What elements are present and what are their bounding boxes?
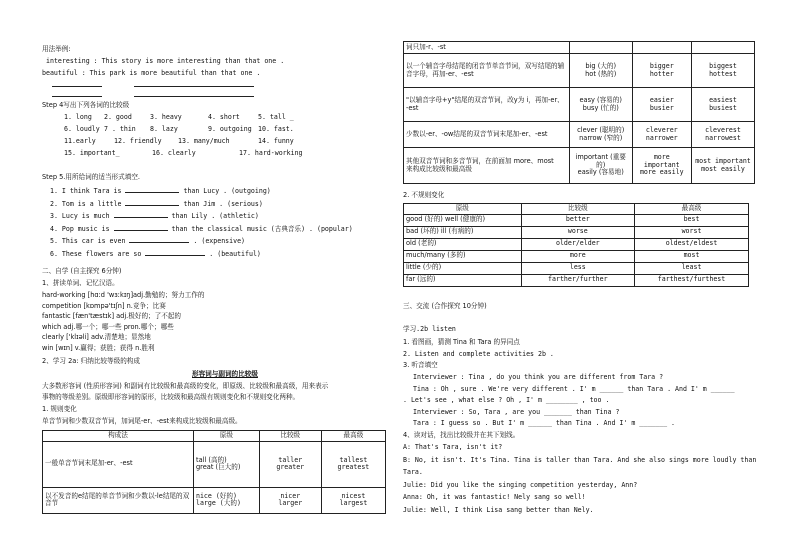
table-cell: more important more easily bbox=[632, 148, 691, 184]
reading-line: Tara. bbox=[403, 468, 423, 476]
table-header: 比较级 bbox=[521, 204, 634, 215]
answer-blank[interactable] bbox=[145, 249, 205, 256]
dialog-line: Interviewer : So, Tara , are you _______ than Tina ? bbox=[413, 407, 620, 416]
answer-blank[interactable] bbox=[114, 211, 168, 218]
step4-word: 13. many/much bbox=[178, 137, 230, 145]
table-cell: least bbox=[635, 262, 749, 274]
table-cell: farthest/furthest bbox=[635, 274, 749, 286]
step4-word: 16. clearly bbox=[152, 149, 196, 157]
table-cell bbox=[632, 42, 691, 54]
step4-word: 3. heavy bbox=[150, 113, 182, 121]
table-cell: easiest busiest bbox=[691, 88, 754, 122]
answer-blank[interactable] bbox=[125, 186, 179, 193]
usage-title: 用法举例: bbox=[42, 45, 71, 53]
table-cell: most bbox=[635, 250, 749, 262]
dialog-line: . Let's see , what else ? Oh , I' m ________ , too . bbox=[403, 396, 610, 404]
dialog-line: Tina : Oh , sure . We're very different . I' m ______ than Tara . And I' m ______ bbox=[413, 384, 735, 393]
step5-stem: 5. This car is even bbox=[50, 237, 126, 245]
vocab-item: competition [kɒmpə'tɪʃn] n.竞争；比赛 bbox=[42, 301, 166, 310]
vocab-item: win [wɪn] v.赢得；获胜；获得 n.胜利 bbox=[42, 343, 155, 352]
table-cell: oldest/eldest bbox=[635, 238, 749, 250]
step4-word: 1. long bbox=[64, 113, 92, 121]
step4-word: 5. tall _ bbox=[258, 113, 294, 121]
intro-line-2: 事物的等级差别。原级即形容词的原形，比较级和最高级有规则变化和不规则变化两种。 bbox=[42, 393, 300, 401]
step4-word-list bbox=[64, 114, 384, 162]
table-header: 比较级 bbox=[259, 431, 321, 442]
table-cell: better bbox=[521, 214, 634, 226]
step4-word: 17. hard-working bbox=[239, 149, 303, 157]
step4-word: 10. fast. bbox=[258, 125, 294, 133]
step4-word: 8. lazy bbox=[150, 125, 178, 133]
table-cell: less bbox=[521, 262, 634, 274]
section3-title: 三、交流 (合作探究 10分钟) bbox=[403, 302, 487, 310]
table-cell: far (远的) bbox=[404, 274, 522, 286]
study-2a: 2、学习 2a: 归纳比较等级的构成 bbox=[42, 357, 140, 365]
step4-word: 12. friendly bbox=[114, 137, 162, 145]
step5-tail: . (expensive) bbox=[193, 237, 246, 245]
dialog-line: Tara : I guess so . But I' m ______ than Tina . And I' m _______ . bbox=[413, 419, 676, 427]
study-2b: 学习.2b listen bbox=[403, 325, 456, 333]
table-cell: worst bbox=[635, 226, 749, 238]
table-cell: taller greater bbox=[259, 441, 321, 487]
table-cell: old (老的) bbox=[404, 238, 522, 250]
step5-stem: 1. I think Tara is bbox=[50, 187, 122, 195]
table-cell: biggest hottest bbox=[691, 54, 754, 88]
table-cell: much/many (多的) bbox=[404, 250, 522, 262]
table-cell: big (大的) hot (热的) bbox=[569, 54, 632, 88]
reading-line: Julie: Well, I think Lisa sang better than Nely. bbox=[403, 505, 594, 514]
listening-dialog bbox=[403, 373, 735, 432]
step4-word: 2. good bbox=[104, 113, 132, 121]
table-cell: 其他双音节词和多音节词，在前面加 more、most 来构成比较级和最高级 bbox=[404, 148, 570, 184]
vocab-item: clearly ['klɪəli] adv.清楚地；显然地 bbox=[42, 333, 151, 341]
intro-line-1: 大多数形容词 (性质形容词) 和副词有比较级和最高级的变化，即原级、比较级和最高级，用来表示 bbox=[42, 382, 329, 390]
section2-title: 二、自学 (自主探究 6分钟) bbox=[42, 267, 122, 275]
vocab-item: hard-working [hɑːd 'wɜːkɪŋ]adj.勤勉的；努力工作的 bbox=[42, 291, 205, 299]
table-header: 最高级 bbox=[321, 431, 385, 442]
step5-stem: 2. Tom is a little bbox=[50, 199, 122, 208]
step5-tail: than Lucy . (outgoing) bbox=[183, 187, 271, 195]
vocab-title: 1、拼读单词、记忆汉语。 bbox=[42, 279, 119, 287]
step4-word: 4. short bbox=[208, 113, 240, 121]
vocab-list bbox=[42, 292, 382, 355]
step5-tail: than the classical music (古典音乐) . (popular) bbox=[171, 224, 353, 233]
item-4: 4、读对话，找出比较级并在其下划线。 bbox=[403, 431, 520, 439]
reading-line: Anna: Oh, it was fantastic! Nely sang so well! bbox=[403, 493, 586, 501]
table-cell: nicer larger bbox=[259, 487, 321, 513]
regular-title: 1. 规则变化 bbox=[42, 405, 77, 413]
table-cell: "以辅音字母+y"结尾的双音节词，改y为 i，再加-er、 -est bbox=[404, 88, 570, 122]
table-cell: more bbox=[521, 250, 634, 262]
table-cell bbox=[569, 42, 632, 54]
table-cell: tall (高的) great (巨大的) bbox=[193, 441, 259, 487]
beautiful-example: beautiful : This park is more beautiful than that one . bbox=[42, 69, 261, 77]
usage-blanks bbox=[52, 80, 254, 99]
table-cell: most important most easily bbox=[691, 148, 754, 184]
table-cell: nicest largest bbox=[321, 487, 385, 513]
table-header: 原级 bbox=[193, 431, 259, 442]
instruction-item: 2. Listen and complete activities 2b . bbox=[403, 349, 554, 358]
table-cell: cleverer narrower bbox=[632, 122, 691, 148]
table-cell: 词只加-r、-st bbox=[404, 42, 570, 54]
table-header: 原级 bbox=[404, 204, 522, 215]
step4-word: 15. important_ bbox=[64, 149, 120, 157]
regular-desc: 单音节词和少数双音节词，加词尾-er、-est来构成比较级和最高级。 bbox=[42, 417, 242, 425]
table-header: 最高级 bbox=[635, 204, 749, 215]
table-cell: tallest greatest bbox=[321, 441, 385, 487]
table-cell: 以不发音的e结尾的单音节词和少数以-le结尾的双音节 bbox=[43, 487, 194, 513]
reading-line: Julie: Did you like the singing competition yesterday, Ann? bbox=[403, 480, 638, 489]
vocab-item: fantastic [fæn'tæstɪk] adj.极好的；了不起的 bbox=[42, 312, 182, 320]
vocab-item: which adj.哪一个；哪一些 pron.哪个；哪些 bbox=[42, 322, 174, 331]
step5-tail: than Jim . (serious) bbox=[183, 199, 263, 208]
regular-change-table-cont bbox=[403, 41, 755, 184]
table-cell: best bbox=[635, 214, 749, 226]
step5-stem: 3. Lucy is much bbox=[50, 212, 110, 220]
step5-list bbox=[50, 186, 353, 261]
irregular-title: 2. 不规则变化 bbox=[403, 191, 445, 199]
step4-title: Step 4写出下列各词的比较级 bbox=[42, 101, 130, 109]
table-cell: older/elder bbox=[521, 238, 634, 250]
instruction-list bbox=[403, 339, 554, 374]
table-cell bbox=[691, 42, 754, 54]
dialog-line: Interviewer : Tina , do you think you are different from Tara ? bbox=[413, 373, 664, 381]
step4-word: 7 . thin bbox=[104, 125, 136, 133]
instruction-item: 3. 听音填空 bbox=[403, 361, 438, 369]
table-cell: 少数以-er、-ow结尾的双音节词末尾加-er、-est bbox=[404, 122, 570, 148]
table-cell: clever (聪明的) narrow (窄的) bbox=[569, 122, 632, 148]
table-cell: important (重要的) easily (容易地) bbox=[569, 148, 632, 184]
table-cell: easy (容易的) busy (忙的) bbox=[569, 88, 632, 122]
table-cell: farther/further bbox=[521, 274, 634, 286]
reading-line: B: No, it isn't. It's Tina. Tina is taller than Tara. And she also sings more loudly than bbox=[403, 455, 757, 464]
table-cell: 一般单音节词末尾加-er、-est bbox=[43, 441, 194, 487]
table-cell: bigger hotter bbox=[632, 54, 691, 88]
answer-blank[interactable] bbox=[125, 199, 179, 206]
reading-dialog bbox=[403, 444, 761, 519]
step4-word: 14. funny bbox=[258, 137, 294, 145]
reading-line: A: That's Tara, isn't it? bbox=[403, 443, 503, 451]
table-cell: nice (好的) large (大的) bbox=[193, 487, 259, 513]
step4-word: 6. loudly bbox=[64, 125, 100, 133]
table-cell: easier busier bbox=[632, 88, 691, 122]
table-cell: bad (坏的) ill (有病的) bbox=[404, 226, 522, 238]
table-cell: little (少的) bbox=[404, 262, 522, 274]
step5-title: Step 5.用所给词的适当形式填空. bbox=[42, 173, 141, 181]
step5-stem: 4. Pop music is bbox=[50, 224, 110, 233]
regular-change-table bbox=[42, 430, 386, 514]
interesting-example: interesting : This story is more interesting than that one . bbox=[46, 57, 285, 65]
instruction-item: 1. 看图画，猜测 Tina 和 Tara 的异同点 bbox=[403, 338, 520, 346]
section-heading: 形容词与副词的比较级 bbox=[192, 370, 258, 378]
answer-blank[interactable] bbox=[114, 224, 168, 231]
table-cell: cleverest narrowest bbox=[691, 122, 754, 148]
step5-stem: 6. These flowers are so bbox=[50, 249, 142, 258]
table-cell: 以一个辅音字母结尾的闭音节单音节词，双写结尾的辅 音字母，再加-er、-est bbox=[404, 54, 570, 88]
step4-word: 11.early bbox=[64, 137, 96, 145]
table-cell: worse bbox=[521, 226, 634, 238]
step5-tail: than Lily . (athletic) bbox=[171, 212, 259, 220]
step5-tail: . (beautiful) bbox=[209, 249, 261, 258]
answer-blank[interactable] bbox=[129, 236, 189, 243]
table-cell: good (好的) well (健康的) bbox=[404, 214, 522, 226]
irregular-change-table bbox=[403, 203, 749, 287]
table-header: 构成法 bbox=[43, 431, 194, 442]
step4-word: 9. outgoing bbox=[208, 125, 252, 133]
